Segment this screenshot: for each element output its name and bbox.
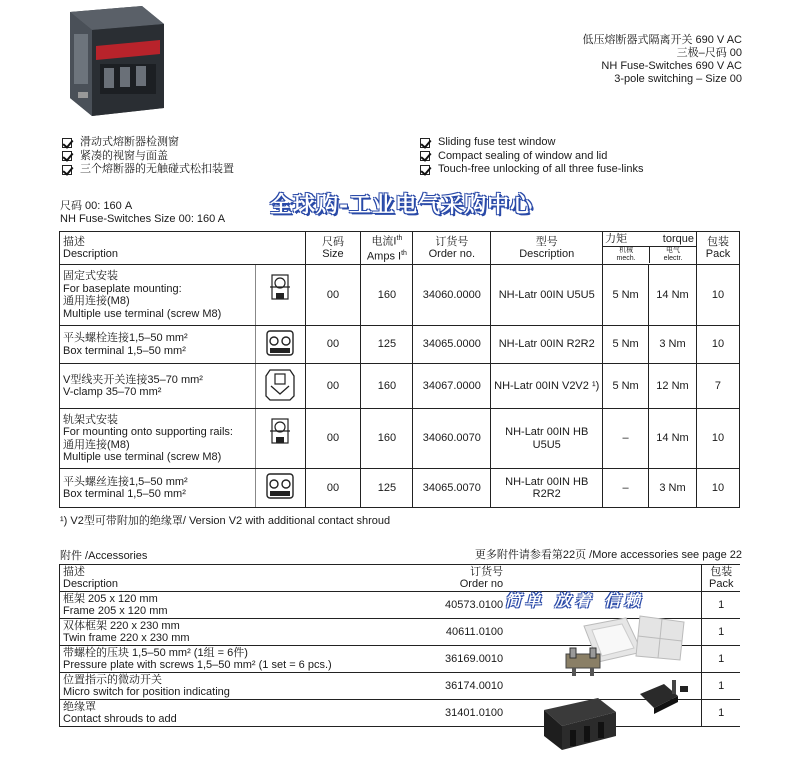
table-row: 带螺栓的压块 1,5–50 mm² (1组 = 6件) Pressure plate with screws 1,5–50 mm² (1 set = 6 pcs.) 36169.0010 1 bbox=[60, 646, 741, 673]
row-description: 平头螺栓连接1,5–50 mm² Box terminal 1,5–50 mm² bbox=[60, 325, 256, 364]
pressure-plate-image bbox=[560, 646, 606, 678]
watermark-top: 全球购-工业电气采购中心 bbox=[270, 192, 534, 218]
heading-en-sub: 3-pole switching – Size 00 bbox=[614, 73, 742, 85]
table-row: 绝缘罩 Contact shrouds to add 31401.0100 1 bbox=[60, 700, 741, 727]
checkbox-checked-icon bbox=[420, 138, 430, 148]
header-order: 订货号 Order no. bbox=[413, 232, 491, 265]
watermark-bottom: 简单 放着 信赖 bbox=[505, 591, 645, 610]
header-type: 型号 Description bbox=[491, 232, 603, 265]
table-row: 固定式安装 For baseplate mounting: 通用连接(M8) Multiple use terminal (screw M8) 00 160 34060.0000 NH-Latr 00IN U5U5 5 Nm 14 Nm 10 bbox=[60, 265, 740, 326]
heading-cn-sub: 三极–尺码 00 bbox=[676, 47, 742, 59]
table-row: 平头螺丝连接1,5–50 mm² Box terminal 1,5–50 mm² 00 125 34065.0070 NH-Latr 00IN HB R2R2 – 3 Nm 10 bbox=[60, 469, 740, 508]
heading-cn-title: 低压熔断器式隔离开关 690 V AC bbox=[582, 34, 742, 46]
checkbox-checked-icon bbox=[62, 165, 72, 175]
feature-item: Compact sealing of window and lid bbox=[420, 150, 643, 164]
header-size: 尺码 Size bbox=[305, 232, 361, 265]
product-table bbox=[59, 231, 740, 508]
header-amps: 电流Ith Amps Ith bbox=[361, 232, 413, 265]
table-row: 框架 205 x 120 mm Frame 205 x 120 mm 40573.0100 1 bbox=[60, 592, 741, 619]
row-description: 固定式安装 For baseplate mounting: 通用连接(M8) Multiple use terminal (screw M8) bbox=[60, 265, 256, 326]
fuse-switch-product-image bbox=[56, 4, 168, 118]
contact-shroud-image bbox=[540, 690, 620, 752]
box-terminal-icon bbox=[256, 326, 304, 360]
table-row: 平头螺栓连接1,5–50 mm² Box terminal 1,5–50 mm² 00 125 34065.0000 NH-Latr 00IN R2R2 5 Nm 3 Nm 10 bbox=[60, 325, 740, 364]
table-header-row bbox=[60, 232, 740, 265]
micro-switch-image bbox=[634, 676, 692, 716]
feature-list-en bbox=[420, 136, 643, 177]
feature-item: 紧凑的视窗与面盖 bbox=[62, 150, 234, 164]
accessories-title: 附件 /Accessories bbox=[60, 550, 148, 562]
feature-item: 滑动式熔断器检测窗 bbox=[62, 136, 234, 150]
v-clamp-icon bbox=[256, 364, 304, 404]
table-row: 双体框架 220 x 230 mm Twin frame 220 x 230 mm 40611.0100 1 bbox=[60, 619, 741, 646]
header-torque: 力矩 torque 机械 mech. 电气 electr. bbox=[603, 232, 697, 265]
header-description: 描述 Description bbox=[60, 232, 306, 265]
table-row: V型线夹开关连接35–70 mm² V-clamp 35–70 mm² 00 160 34067.0000 NH-Latr 00IN V2V2 ¹) 5 Nm 12 Nm 7 bbox=[60, 364, 740, 409]
row-description: 轨架式安装 For mounting onto supporting rails: 通用连接(M8) Multiple use terminal (screw M8) bbox=[60, 408, 256, 469]
checkbox-checked-icon bbox=[420, 165, 430, 175]
accessories-more-link: 更多附件请参看第22页 /More accessories see page 22 bbox=[474, 549, 742, 561]
heading-en-title: NH Fuse-Switches 690 V AC bbox=[601, 60, 742, 72]
feature-item: Sliding fuse test window bbox=[420, 136, 643, 150]
header-description: 描述 Description bbox=[60, 565, 340, 592]
row-description: 平头螺丝连接1,5–50 mm² Box terminal 1,5–50 mm² bbox=[60, 469, 256, 508]
header-order: 订货号 Order no bbox=[339, 565, 509, 592]
box-terminal-icon bbox=[256, 469, 304, 503]
feature-item: Touch-free unlocking of all three fuse-links bbox=[420, 163, 643, 177]
header-pack: 包装 Pack bbox=[702, 565, 740, 592]
feature-item: 三个熔断器的无触碰式松扣装置 bbox=[62, 163, 234, 177]
row-description: V型线夹开关连接35–70 mm² V-clamp 35–70 mm² bbox=[60, 364, 256, 409]
product-heading bbox=[520, 34, 742, 86]
checkbox-checked-icon bbox=[420, 151, 430, 161]
checkbox-checked-icon bbox=[62, 151, 72, 161]
screw-terminal-icon bbox=[256, 409, 304, 465]
size-info: 尺码 00: 160 A NH Fuse-Switches Size 00: 160 A bbox=[60, 200, 226, 225]
footnote: ¹) V2型可带附加的绝缘罩/ Version V2 with additional contact shroud bbox=[60, 515, 391, 527]
table-row: 轨架式安装 For mounting onto supporting rails: 通用连接(M8) Multiple use terminal (screw M8) 00 160 34060.0070 NH-Latr 00IN HB U5U5 – 14 Nm 10 bbox=[60, 408, 740, 469]
screw-terminal-icon bbox=[256, 265, 304, 321]
feature-list-cn bbox=[62, 136, 234, 177]
table-row: 位置指示的微动开关 Micro switch for position indicating 36174.0010 1 bbox=[60, 673, 741, 700]
header-pack: 包装 Pack bbox=[696, 232, 739, 265]
checkbox-checked-icon bbox=[62, 138, 72, 148]
